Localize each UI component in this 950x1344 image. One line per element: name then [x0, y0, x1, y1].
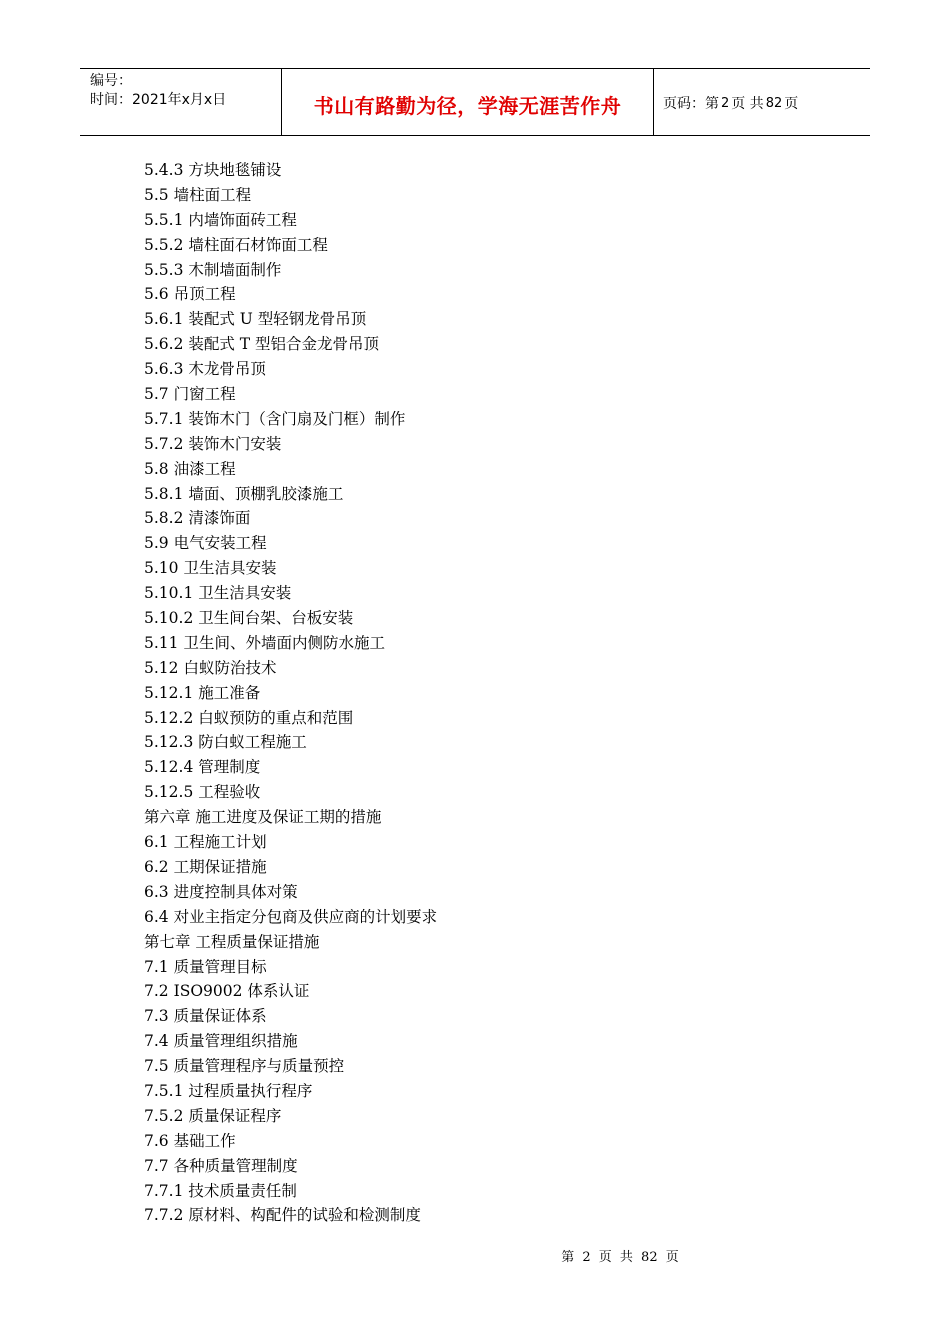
page-footer: 第 2 页 共 82 页	[561, 1250, 679, 1265]
page-label-prefix: 页码：第	[663, 96, 719, 112]
toc-entry: 5.6 吊顶工程	[144, 285, 236, 304]
toc-entry: 5.7 门窗工程	[144, 385, 236, 404]
toc-entry: 5.6.2 装配式 T 型铝合金龙骨吊顶	[144, 335, 380, 354]
toc-entry: 5.4.3 方块地毯铺设	[144, 161, 282, 179]
motto-text: 书山有路勤为径，学海无涯苦作舟	[313, 93, 622, 118]
toc-entry: 5.5 墙柱面工程	[144, 185, 252, 204]
document-date-label: 时间：2021年x月x日	[90, 92, 227, 108]
toc-entry: 7.5.2 质量保证程序	[144, 1106, 282, 1125]
toc-entry: 5.9 电气安装工程	[144, 534, 267, 553]
toc-entry: 7.7.1 技术质量责任制	[144, 1181, 297, 1200]
toc-entry: 5.11 卫生间、外墙面内侧防水施工	[144, 633, 385, 652]
table-of-contents	[144, 158, 437, 1228]
toc-entry: 5.12.4 管理制度	[144, 758, 261, 777]
toc-entry: 7.5.1 过程质量执行程序	[144, 1081, 313, 1100]
toc-entry: 5.8.2 清漆饰面	[144, 509, 251, 528]
header-info-cell	[80, 69, 282, 135]
header-motto-cell	[282, 69, 654, 135]
toc-entry: 5.12.2 白蚁预防的重点和范围	[144, 708, 354, 727]
header-page-cell	[654, 69, 870, 135]
page-label-mid: 页 共	[731, 96, 764, 112]
toc-entry: 第六章 施工进度及保证工期的措施	[144, 808, 382, 827]
page-header	[80, 68, 870, 136]
toc-entry: 5.8 油漆工程	[144, 459, 236, 478]
toc-entry: 6.4 对业主指定分包商及供应商的计划要求	[144, 907, 438, 926]
toc-entry: 5.12.3 防白蚁工程施工	[144, 733, 307, 752]
toc-entry: 7.6 基础工作	[144, 1131, 236, 1150]
toc-entry: 5.8.1 墙面、顶棚乳胶漆施工	[144, 484, 344, 503]
document-number-label: 编号：	[90, 73, 132, 89]
toc-entry: 7.7 各种质量管理制度	[144, 1156, 298, 1175]
toc-entry: 6.3 进度控制具体对策	[144, 882, 298, 901]
toc-entry: 6.2 工期保证措施	[144, 857, 267, 876]
toc-entry: 5.5.1 内墙饰面砖工程	[144, 210, 297, 229]
toc-entry: 5.10.2 卫生间台架、台板安装	[144, 609, 354, 628]
toc-entry: 5.12.5 工程验收	[144, 783, 261, 802]
toc-entry: 5.6.1 装配式 U 型轻钢龙骨吊顶	[144, 310, 367, 329]
toc-entry: 5.6.3 木龙骨吊顶	[144, 360, 266, 379]
toc-entry: 5.12.1 施工准备	[144, 683, 261, 702]
toc-entry: 7.1 质量管理目标	[144, 957, 267, 976]
page-total: 82	[765, 95, 783, 111]
toc-entry: 5.5.3 木制墙面制作	[144, 260, 282, 279]
toc-entry: 7.7.2 原材料、构配件的试验和检测制度	[144, 1206, 421, 1225]
toc-entry: 5.12 白蚁防治技术	[144, 658, 277, 677]
toc-entry: 7.2 ISO9002 体系认证	[144, 982, 310, 1001]
page-label-suffix: 页	[784, 96, 799, 112]
toc-entry: 7.5 质量管理程序与质量预控	[144, 1057, 345, 1076]
toc-entry: 7.3 质量保证体系	[144, 1007, 267, 1026]
toc-entry: 第七章 工程质量保证措施	[144, 932, 320, 951]
toc-entry: 7.4 质量管理组织措施	[144, 1032, 298, 1051]
toc-entry: 5.10 卫生洁具安装	[144, 559, 277, 578]
toc-entry: 5.5.2 墙柱面石材饰面工程	[144, 235, 328, 254]
toc-entry: 5.7.1 装饰木门（含门扇及门框）制作	[144, 409, 406, 428]
page-current: 2	[721, 95, 730, 111]
toc-entry: 6.1 工程施工计划	[144, 833, 267, 852]
toc-entry: 5.10.1 卫生洁具安装	[144, 584, 292, 603]
toc-entry: 5.7.2 装饰木门安装	[144, 434, 282, 453]
